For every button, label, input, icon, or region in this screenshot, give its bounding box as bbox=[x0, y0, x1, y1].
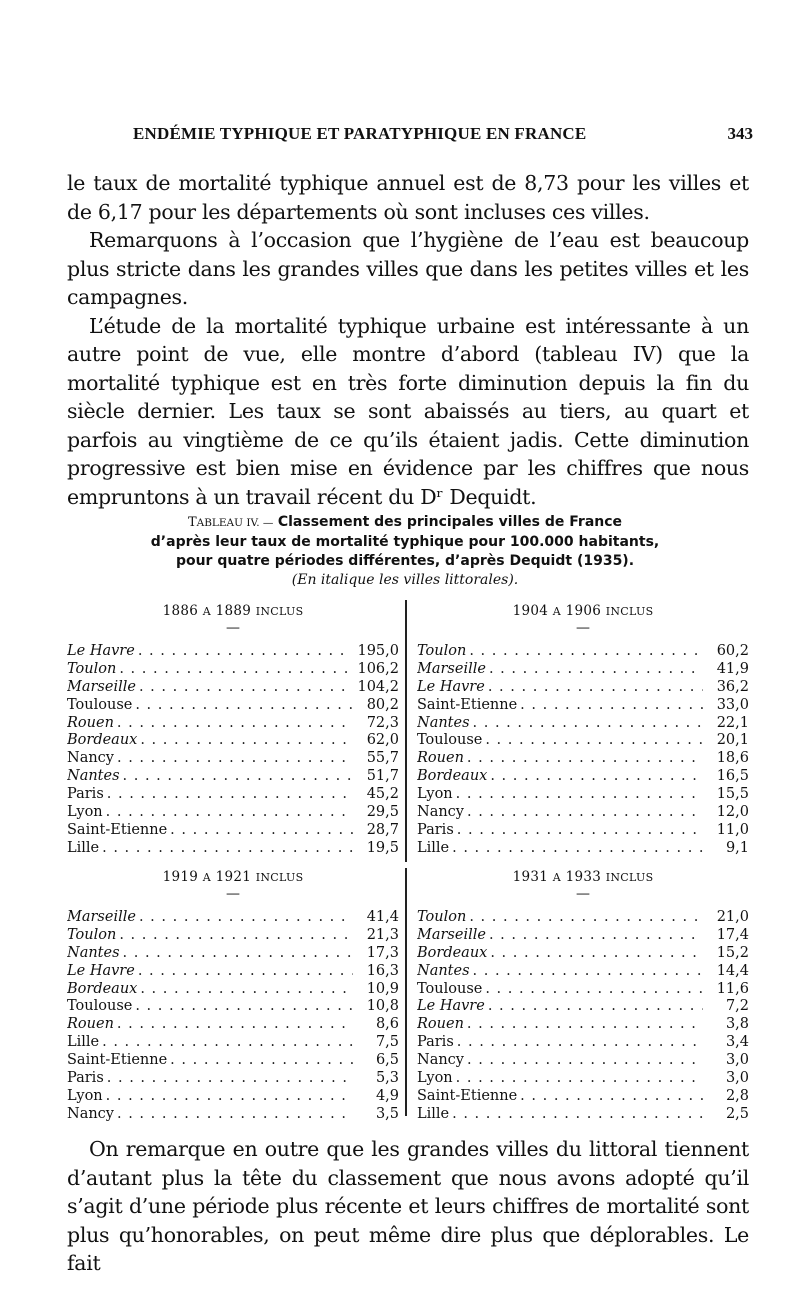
city-name: Lille bbox=[67, 1034, 100, 1051]
table-row bbox=[417, 963, 749, 981]
table-row bbox=[417, 945, 749, 963]
dot-leader bbox=[117, 1106, 353, 1124]
dot-leader bbox=[117, 1016, 353, 1034]
dot-leader bbox=[520, 697, 703, 715]
table-caption bbox=[60, 513, 750, 590]
dot-leader bbox=[170, 1052, 353, 1070]
mortality-rate: 3,0 bbox=[725, 1070, 749, 1087]
city-name: Toulouse bbox=[417, 980, 483, 997]
city-name: Toulouse bbox=[417, 732, 483, 749]
mortality-rate: 106,2 bbox=[357, 660, 399, 677]
table-row bbox=[67, 679, 399, 697]
dot-leader bbox=[107, 1070, 353, 1088]
city-name: Nancy bbox=[417, 1052, 464, 1069]
mortality-rate: 17,3 bbox=[366, 944, 399, 961]
table-row bbox=[67, 750, 399, 768]
paragraph: On remarque en outre que les grandes villes du littoral tiennent d’autant plus la tête du classement que nous avons adopté qu’il s’agit d’une période plus récente et leurs chiffres de mortalité sont plus qu’honorables, on peut même dire plus que déplorables. Le fait bbox=[67, 1137, 749, 1275]
table-row bbox=[67, 963, 399, 981]
city-name: Nantes bbox=[417, 714, 470, 731]
mortality-rate: 36,2 bbox=[716, 678, 749, 695]
table-block bbox=[67, 601, 399, 858]
table-row bbox=[67, 1052, 399, 1070]
city-name: Lyon bbox=[67, 1087, 103, 1104]
city-name: Nancy bbox=[67, 1105, 114, 1122]
table-row bbox=[417, 1052, 749, 1070]
mortality-rate: 21,0 bbox=[716, 909, 749, 925]
city-name: Toulon bbox=[417, 643, 467, 659]
dot-leader bbox=[119, 661, 351, 679]
mortality-rate: 33,0 bbox=[716, 696, 749, 713]
table-row bbox=[417, 768, 749, 786]
table-row bbox=[417, 1070, 749, 1088]
dot-leader bbox=[457, 1034, 703, 1052]
dot-leader bbox=[490, 945, 703, 963]
mortality-rate: 41,9 bbox=[716, 660, 749, 677]
table-row bbox=[417, 822, 749, 840]
dot-leader bbox=[138, 643, 352, 661]
table-row bbox=[417, 840, 749, 858]
table-row bbox=[417, 1088, 749, 1106]
city-name: Saint-Etienne bbox=[67, 1052, 168, 1069]
city-name: Bordeaux bbox=[67, 980, 138, 997]
dot-leader bbox=[106, 1088, 353, 1106]
mortality-rate: 4,9 bbox=[375, 1087, 399, 1104]
dot-leader bbox=[123, 768, 353, 786]
dot-leader bbox=[469, 909, 703, 927]
dot-leader bbox=[140, 732, 353, 750]
dot-leader bbox=[123, 945, 353, 963]
dot-leader bbox=[117, 750, 353, 768]
dot-leader bbox=[473, 963, 703, 981]
table-row bbox=[67, 909, 399, 927]
table-row bbox=[67, 661, 399, 679]
dot-leader bbox=[139, 909, 353, 927]
dot-leader bbox=[170, 822, 353, 840]
running-title: ENDÉMIE TYPHIQUE ET PARATYPHIQUE EN FRANCE bbox=[133, 124, 587, 143]
table-row bbox=[417, 679, 749, 697]
city-name: Lyon bbox=[67, 804, 103, 821]
table-row bbox=[67, 945, 399, 963]
city-name: Toulon bbox=[67, 926, 117, 943]
mortality-rate: 28,7 bbox=[366, 821, 399, 838]
table-row bbox=[417, 732, 749, 750]
city-name: Rouen bbox=[417, 750, 464, 767]
dot-leader bbox=[488, 679, 703, 697]
dot-leader bbox=[467, 1052, 703, 1070]
table-row bbox=[67, 715, 399, 733]
table-row bbox=[67, 1070, 399, 1088]
table-row bbox=[67, 768, 399, 786]
mortality-rate: 60,2 bbox=[716, 643, 749, 659]
table-row bbox=[417, 981, 749, 999]
table-row bbox=[67, 1106, 399, 1124]
table-row bbox=[67, 1088, 399, 1106]
caption-line-2: d’après leur taux de mortalité typhique pour 100.000 habitants, bbox=[150, 534, 660, 550]
dot-leader bbox=[467, 750, 703, 768]
period-heading: 1886 A 1889 INCLUS bbox=[162, 603, 304, 619]
city-name: Marseille bbox=[67, 678, 136, 695]
dot-leader bbox=[489, 661, 703, 679]
mortality-rate: 11,0 bbox=[716, 821, 749, 838]
dot-leader bbox=[138, 963, 353, 981]
mortality-rate: 16,5 bbox=[716, 768, 749, 785]
heading-dash: — bbox=[226, 620, 240, 636]
mortality-rate: 51,7 bbox=[366, 768, 399, 785]
mortality-rate: 45,2 bbox=[366, 786, 399, 803]
dot-leader bbox=[135, 697, 353, 715]
table-block bbox=[67, 867, 399, 1124]
dot-leader bbox=[485, 732, 703, 750]
mortality-rate: 55,7 bbox=[366, 750, 399, 767]
dot-leader bbox=[139, 679, 352, 697]
table-block bbox=[417, 867, 749, 1124]
mortality-rate: 22,1 bbox=[716, 714, 749, 731]
city-name: Lille bbox=[67, 839, 100, 856]
city-name: Paris bbox=[417, 821, 454, 838]
dot-leader bbox=[485, 981, 703, 999]
dot-leader bbox=[457, 822, 703, 840]
table-rows bbox=[67, 909, 399, 1124]
city-name: Toulon bbox=[67, 660, 117, 677]
city-name: Nancy bbox=[417, 804, 464, 821]
table-rows bbox=[417, 643, 749, 858]
table-row bbox=[67, 981, 399, 999]
dot-leader bbox=[452, 840, 703, 858]
mortality-rate: 2,5 bbox=[725, 1105, 749, 1122]
table-row bbox=[67, 1034, 399, 1052]
city-name: Saint-Étienne bbox=[417, 696, 518, 713]
mortality-rate: 3,4 bbox=[725, 1034, 749, 1051]
mortality-rate: 6,5 bbox=[375, 1052, 399, 1069]
caption-note: (En italique les villes littorales). bbox=[291, 572, 519, 588]
dot-leader bbox=[469, 643, 703, 661]
table-row bbox=[67, 822, 399, 840]
mortality-rate: 41,4 bbox=[366, 909, 399, 925]
city-name: Bordeaux bbox=[67, 732, 138, 749]
table-row bbox=[67, 697, 399, 715]
mortality-rate: 8,6 bbox=[375, 1016, 399, 1033]
table-row bbox=[417, 804, 749, 822]
period-heading: 1919 A 1921 INCLUS bbox=[162, 869, 304, 885]
dot-leader bbox=[456, 1070, 703, 1088]
table-row bbox=[67, 998, 399, 1016]
dot-leader bbox=[456, 786, 703, 804]
city-name: Le Havre bbox=[67, 962, 135, 979]
paragraph: Remarquons à l’occasion que l’hygiène de l’eau est beaucoup plus stricte dans les grandes villes que dans les petites villes et les campagnes. bbox=[67, 228, 749, 309]
dot-leader bbox=[135, 998, 353, 1016]
city-name: Le Havre bbox=[67, 643, 135, 659]
city-name: Marseille bbox=[67, 909, 136, 925]
city-name: Bordeaux bbox=[417, 944, 488, 961]
dot-leader bbox=[490, 768, 703, 786]
period-heading: 1931 A 1933 INCLUS bbox=[512, 869, 654, 885]
city-name: Bordeaux bbox=[417, 768, 488, 785]
city-name: Rouen bbox=[417, 1016, 464, 1033]
paragraph: L’étude de la mortalité typhique urbaine est intéressante à un autre point de vue, elle montre d’abord (tableau IV) que la mortalité typhique est en très forte diminution depuis la fin du siècle dernier. Les taux se sont abaissés au tiers, au quart et parfois au vingtième de ce qu’ils étaient jadis. Cette diminution progressive est bien mise en évidence par les chiffres que nous empruntons à un travail récent du Dʳ Dequidt. bbox=[67, 313, 749, 509]
column-divider bbox=[405, 600, 407, 862]
city-name: Lille bbox=[417, 1105, 450, 1122]
column-divider bbox=[405, 868, 407, 1116]
table-row bbox=[67, 804, 399, 822]
city-name: Marseille bbox=[417, 660, 486, 677]
mortality-rate: 20,1 bbox=[716, 732, 749, 749]
mortality-rate: 29,5 bbox=[366, 804, 399, 821]
dot-leader bbox=[467, 804, 703, 822]
mortality-rate: 16,3 bbox=[366, 962, 399, 979]
table-block bbox=[417, 601, 749, 858]
city-name: Toulon bbox=[417, 909, 467, 925]
table-row bbox=[417, 909, 749, 927]
table-row bbox=[67, 840, 399, 858]
mortality-rate: 195,0 bbox=[357, 643, 399, 659]
city-name: Saint-Etienne bbox=[67, 821, 168, 838]
mortality-rate: 19,5 bbox=[366, 839, 399, 856]
city-name: Lyon bbox=[417, 786, 453, 803]
period-heading: 1904 A 1906 INCLUS bbox=[512, 603, 654, 619]
heading-dash: — bbox=[576, 620, 590, 636]
mortality-rate: 15,2 bbox=[716, 944, 749, 961]
dot-leader bbox=[140, 981, 353, 999]
heading-dash: — bbox=[226, 886, 240, 902]
intro-text bbox=[67, 169, 749, 511]
mortality-rate: 80,2 bbox=[366, 696, 399, 713]
city-name: Nantes bbox=[417, 962, 470, 979]
city-name: Paris bbox=[417, 1034, 454, 1051]
mortality-rate: 2,8 bbox=[725, 1087, 749, 1104]
dot-leader bbox=[467, 1016, 703, 1034]
dot-leader bbox=[119, 927, 353, 945]
mortality-rate: 18,6 bbox=[716, 750, 749, 767]
dot-leader bbox=[452, 1106, 703, 1124]
table-label: TABLEAU IV. — bbox=[187, 515, 274, 530]
paragraph: le taux de mortalité typhique annuel est de 8,73 pour les villes et de 6,17 pour les départements où sont incluses ces villes. bbox=[67, 171, 749, 224]
dot-leader bbox=[488, 998, 703, 1016]
table-row bbox=[417, 643, 749, 661]
table-row bbox=[67, 1016, 399, 1034]
table-row bbox=[67, 643, 399, 661]
mortality-rate: 14,4 bbox=[716, 962, 749, 979]
mortality-rate: 3,8 bbox=[725, 1016, 749, 1033]
mortality-rate: 12,0 bbox=[716, 804, 749, 821]
table-row bbox=[67, 786, 399, 804]
city-name: Lille bbox=[417, 839, 450, 856]
mortality-rate: 17,4 bbox=[716, 926, 749, 943]
city-name: Le Havre bbox=[417, 678, 485, 695]
table-row bbox=[67, 927, 399, 945]
page-number: 343 bbox=[727, 124, 753, 143]
mortality-rate: 10,9 bbox=[366, 980, 399, 997]
dot-leader bbox=[117, 715, 353, 733]
mortality-rate: 15,5 bbox=[716, 786, 749, 803]
dot-leader bbox=[102, 840, 353, 858]
mortality-rate: 10,8 bbox=[366, 998, 399, 1015]
city-name: Paris bbox=[67, 1070, 104, 1087]
dot-leader bbox=[102, 1034, 353, 1052]
city-name: Toulouse bbox=[67, 998, 133, 1015]
table-row bbox=[417, 786, 749, 804]
mortality-rate: 11,6 bbox=[716, 980, 749, 997]
heading-dash: — bbox=[576, 886, 590, 902]
mortality-rate: 21,3 bbox=[366, 926, 399, 943]
city-name: Le Havre bbox=[417, 998, 485, 1015]
city-name: Nantes bbox=[67, 944, 120, 961]
table-row bbox=[417, 750, 749, 768]
city-name: Toulouse bbox=[67, 696, 133, 713]
table-row bbox=[417, 1034, 749, 1052]
table-row bbox=[67, 732, 399, 750]
table-row bbox=[417, 661, 749, 679]
city-name: Paris bbox=[67, 786, 104, 803]
table-rows bbox=[67, 643, 399, 858]
dot-leader bbox=[473, 715, 703, 733]
table-row bbox=[417, 1106, 749, 1124]
mortality-rate: 72,3 bbox=[366, 714, 399, 731]
mortality-rate: 5,3 bbox=[375, 1070, 399, 1087]
table-row bbox=[417, 715, 749, 733]
table-row bbox=[417, 927, 749, 945]
table-row bbox=[417, 998, 749, 1016]
city-name: Nantes bbox=[67, 768, 120, 785]
caption-line-3: pour quatre périodes différentes, d’après Dequidt (1935). bbox=[175, 553, 635, 569]
city-name: Nancy bbox=[67, 750, 114, 767]
mortality-rate: 9,1 bbox=[725, 839, 749, 856]
caption-line-1: Classement des principales villes de France bbox=[277, 514, 623, 530]
dot-leader bbox=[107, 786, 353, 804]
city-name: Rouen bbox=[67, 714, 114, 731]
table-row bbox=[417, 697, 749, 715]
table-row bbox=[417, 1016, 749, 1034]
running-head bbox=[0, 124, 800, 146]
mortality-rate: 104,2 bbox=[357, 678, 399, 695]
city-name: Rouen bbox=[67, 1016, 114, 1033]
mortality-rate: 7,5 bbox=[375, 1034, 399, 1051]
mortality-rate: 7,2 bbox=[725, 998, 749, 1015]
dot-leader bbox=[489, 927, 703, 945]
closing-text bbox=[67, 1135, 749, 1278]
mortality-rate: 3,0 bbox=[725, 1052, 749, 1069]
city-name: Saint-Etienne bbox=[417, 1087, 518, 1104]
dot-leader bbox=[520, 1088, 703, 1106]
table-rows bbox=[417, 909, 749, 1124]
mortality-rate: 3,5 bbox=[375, 1105, 399, 1122]
city-name: Lyon bbox=[417, 1070, 453, 1087]
mortality-rate: 62,0 bbox=[366, 732, 399, 749]
city-name: Marseille bbox=[417, 926, 486, 943]
dot-leader bbox=[106, 804, 353, 822]
